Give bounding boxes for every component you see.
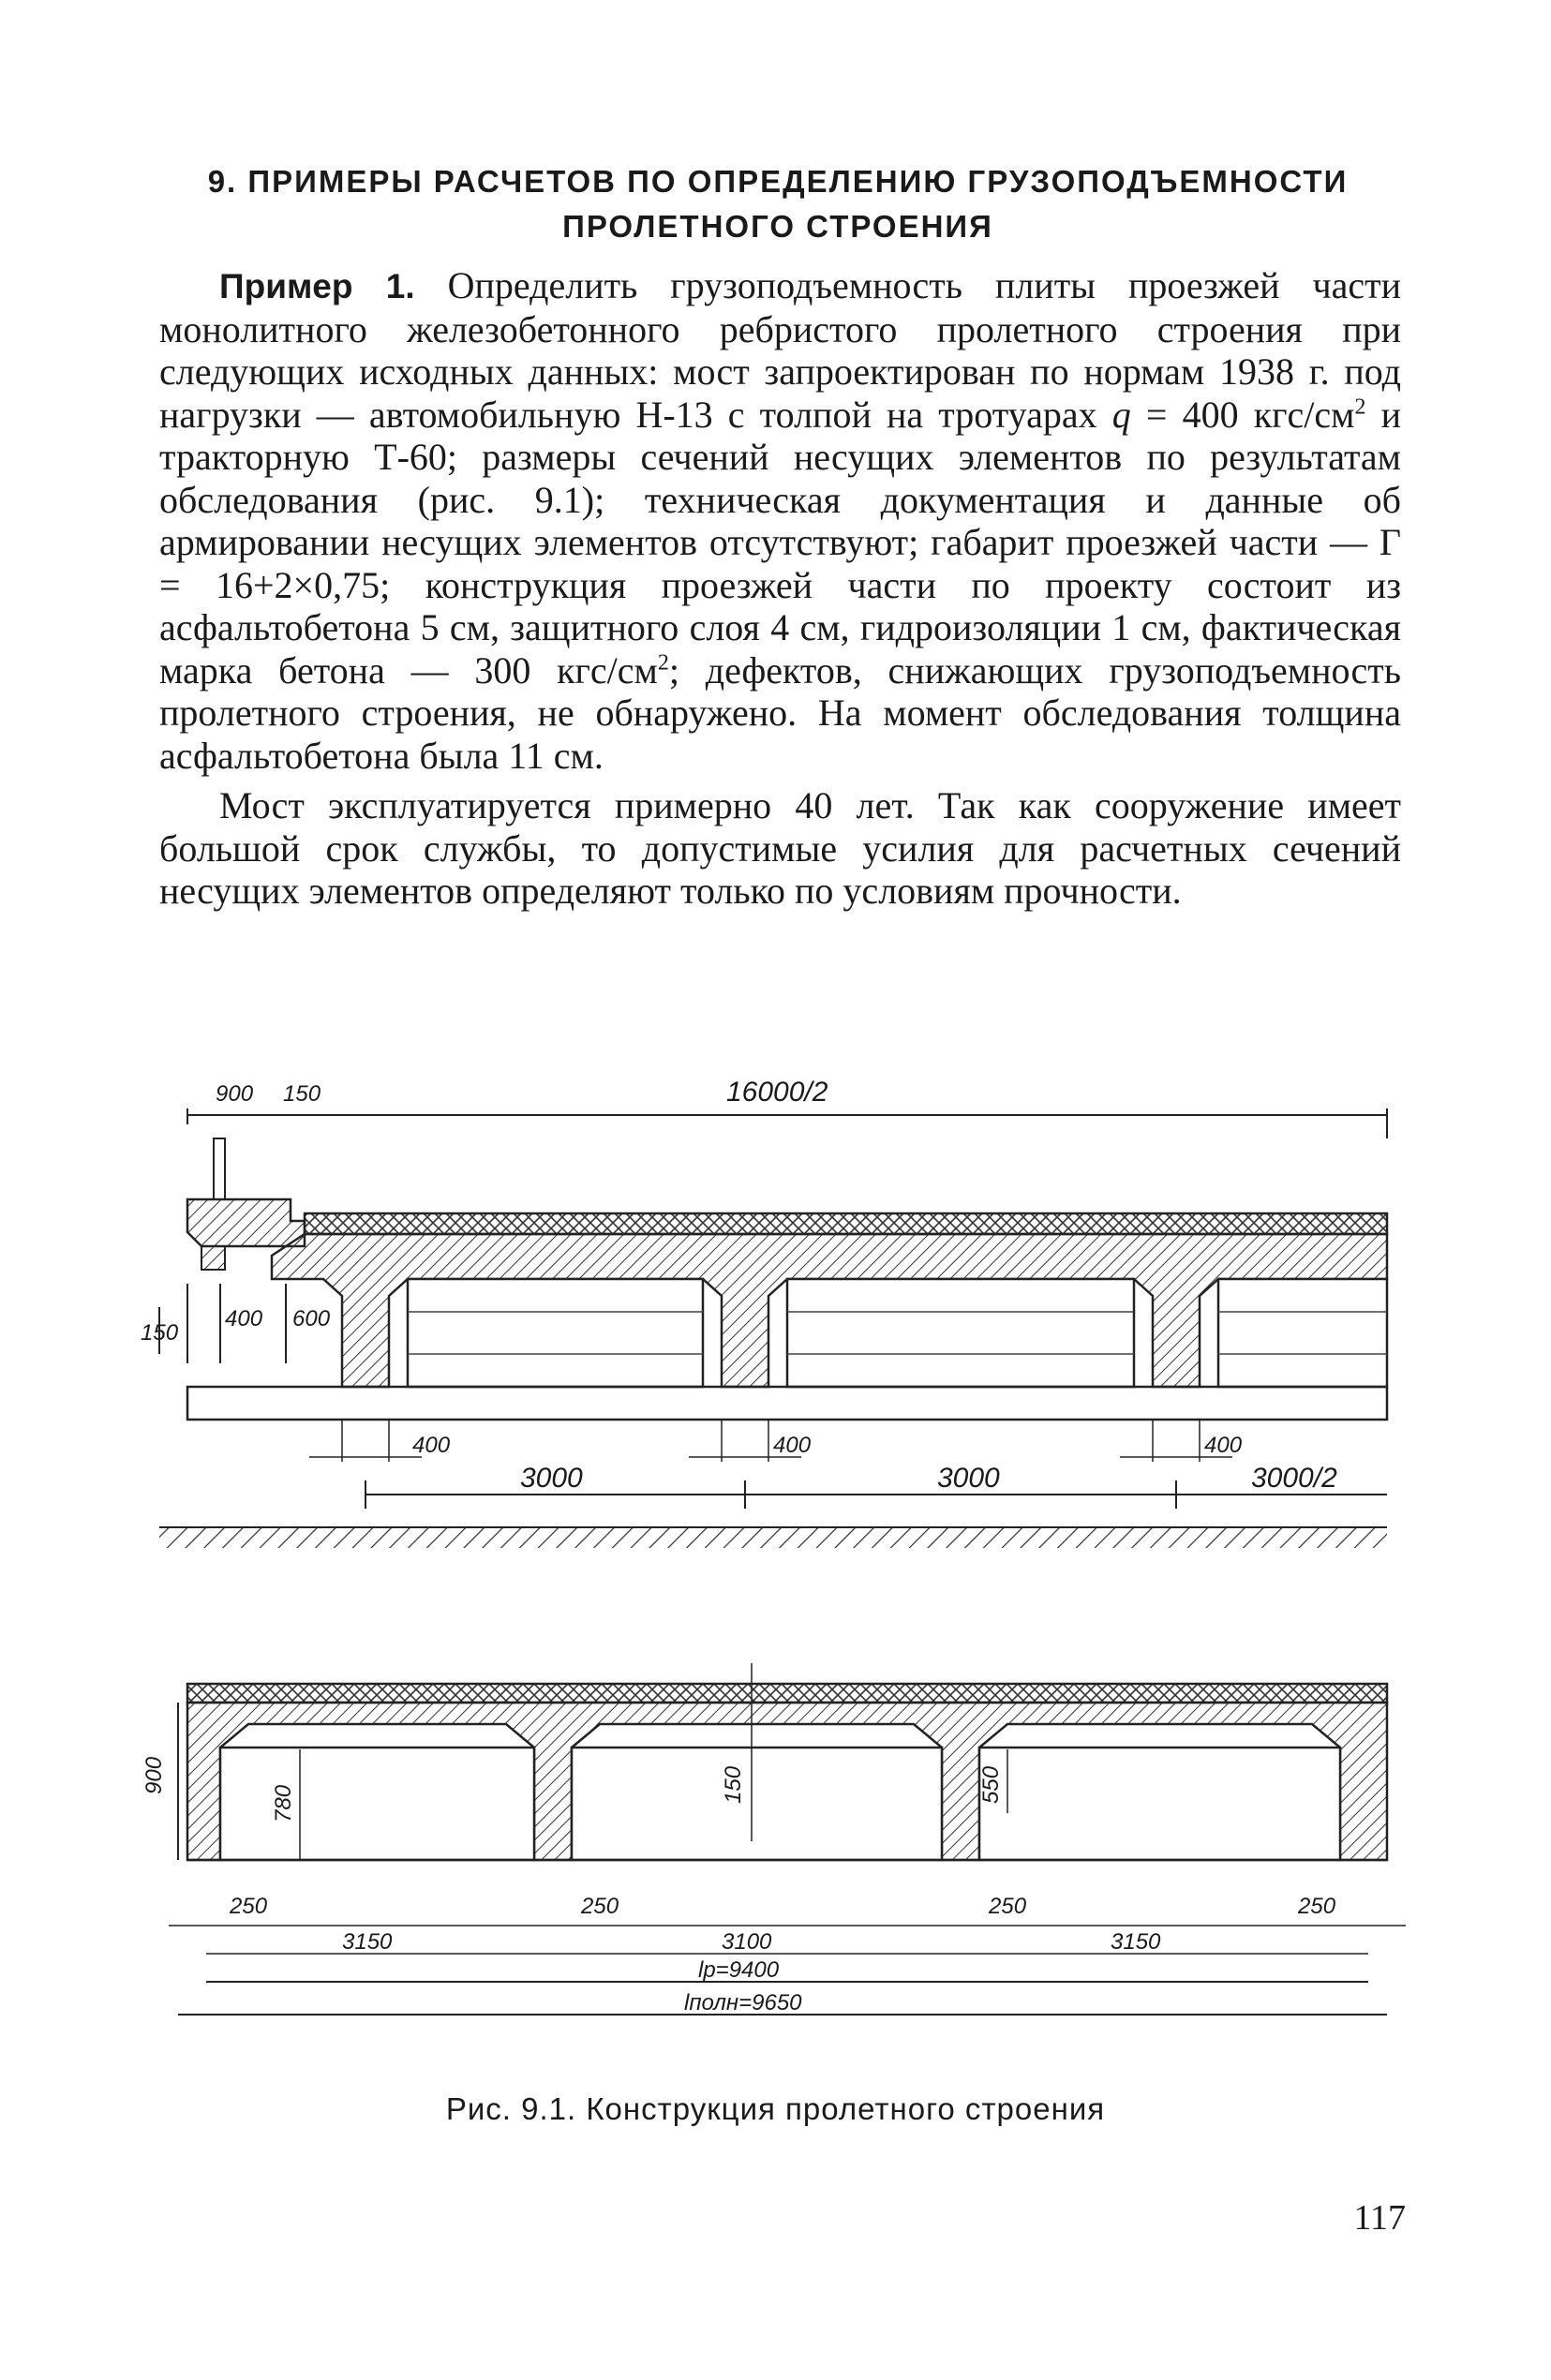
dim-spacing: 3000 (520, 1463, 583, 1494)
dim-full-length: lполн=9650 (684, 1990, 802, 2016)
box-interior (572, 1748, 942, 1860)
example-text-2: = 400 кгс/см (1130, 393, 1355, 436)
page-number: 117 (1353, 2198, 1406, 2238)
example-lead: Пример 1. (219, 267, 415, 305)
railing-post (214, 1138, 225, 1199)
superscript: 2 (657, 650, 669, 676)
dim-support-width: 250 (581, 1894, 619, 1919)
dim-support-width: 250 (989, 1894, 1027, 1919)
pavement-layer (187, 1684, 1387, 1703)
dim-150: 150 (283, 1081, 321, 1107)
heading-line-2: ПРОЛЕТНОГО СТРОЕНИЯ (562, 209, 993, 244)
dim-half-width: 16000/2 (726, 1077, 828, 1108)
dim-rib-width: 400 (412, 1433, 451, 1458)
example-text-1: Определить грузоподъемность плиты проезжей части монолитного железобетонного ребристого пролетного строения при следующих исходных данных: мост запроектирован по нормам 1938 г. под нагрузки — автомобильную Н-13 с толпой на тротуарах (159, 264, 1401, 436)
dim-total-height: 900 (142, 1756, 167, 1794)
dim-spacing: 3000 (937, 1463, 1000, 1494)
service-life-paragraph: Мост эксплуатируется примерно 40 лет. Так как сооружение имеет большой срок службы, то допустимые усилия для расчетных сечений несущих элементов определяют только по условиям прочности. (159, 784, 1401, 912)
ground-hatch (159, 1527, 1387, 1548)
dim-600-left: 600 (292, 1306, 331, 1331)
dim-spacing: 3000/2 (1251, 1463, 1337, 1494)
box-interior (220, 1748, 534, 1860)
dim-rib-width: 400 (773, 1433, 812, 1458)
dim-box-height: 550 (978, 1765, 1004, 1804)
dim-span: 3150 (342, 1929, 393, 1955)
example-text-4: ; дефектов, снижающих грузоподъемность пролетного строения, не обнаружено. На момент обследования толщина асфальтобетона была 11 см. (159, 648, 1401, 777)
dim-span: 3100 (722, 1929, 772, 1955)
pavement-layer (305, 1213, 1387, 1234)
cross-section (141, 1077, 1387, 1548)
dim-900: 900 (216, 1081, 254, 1107)
load-symbol: q (1111, 393, 1131, 436)
dim-rib-height: 780 (271, 1784, 296, 1822)
dim-slab-thickness: 150 (721, 1765, 746, 1804)
box-interior (1218, 1279, 1387, 1387)
dim-150-left: 150 (141, 1320, 179, 1346)
section-heading (131, 159, 1424, 249)
dim-support-width: 250 (230, 1894, 268, 1919)
box-interior (408, 1279, 703, 1387)
superscript: 2 (1354, 394, 1366, 420)
bottom-beam (187, 1387, 1387, 1420)
dim-rib-width: 400 (1204, 1433, 1243, 1458)
dim-support-width: 250 (1298, 1894, 1336, 1919)
example-paragraph (159, 264, 1401, 777)
figure-9-1 (141, 1054, 1434, 2066)
dim-400-left: 400 (225, 1306, 263, 1331)
figure-drawing (141, 1054, 1434, 2066)
figure-caption: Рис. 9.1. Конструкция пролетного строения (445, 2091, 1106, 2126)
longitudinal-section (142, 1663, 1406, 2016)
example-text-3: и тракторную Т-60; размеры сечений несущих элементов по результатам обследования (рис. 9.1); техническая документация и данные об армировании несущих элементов отсутствуют; габарит проезжей части — Г = 16+2×0,75; конструкция проезжей части по проекту состоит из асфальтобетона 5 см, защитного слоя 4 см, гидроизоляции 1 см, фактическая марка бетона — 300 кгс/см (159, 393, 1401, 692)
sidewalk-support (201, 1246, 225, 1270)
dim-design-span: lр=9400 (698, 1957, 780, 1983)
sidewalk-block (187, 1199, 305, 1246)
heading-line-1: 9. ПРИМЕРЫ РАСЧЕТОВ ПО ОПРЕДЕЛЕНИЮ ГРУЗОПОДЪЕМНОСТИ (207, 164, 1349, 199)
body-text (159, 264, 1401, 913)
box-interior (787, 1279, 1134, 1387)
dim-span: 3150 (1111, 1929, 1161, 1955)
box-interior (979, 1748, 1340, 1860)
